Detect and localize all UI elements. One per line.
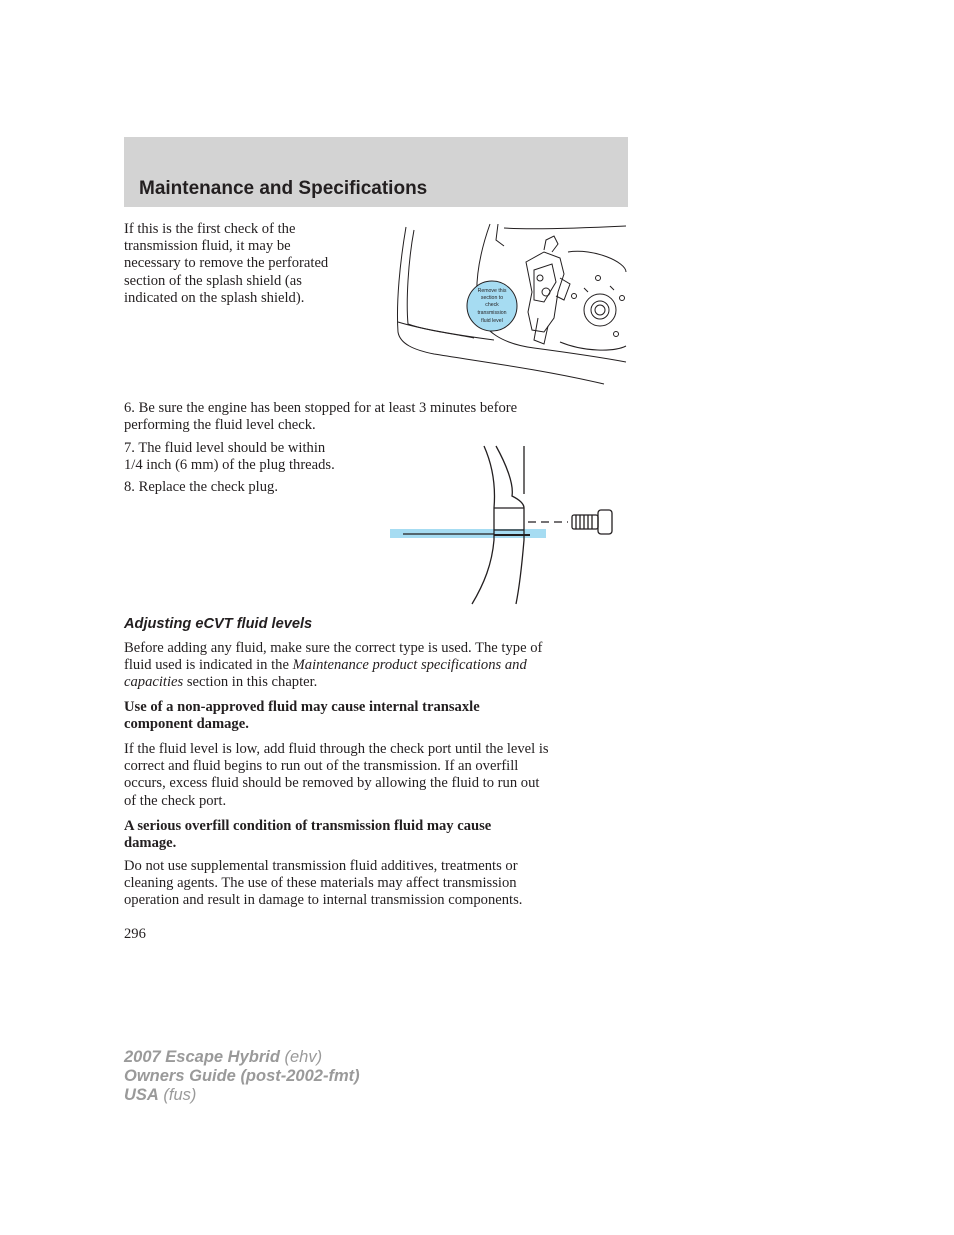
callout-text-line: section to bbox=[480, 295, 504, 301]
callout-text-line: check bbox=[485, 302, 499, 308]
splash-shield-illustration bbox=[394, 222, 628, 386]
step-6: 6. Be sure the engine has been stopped for at least 3 minutes before performing the fluid level check. bbox=[124, 400, 518, 434]
ecvt-paragraph-3: Do not use supplemental transmission fluid additives, treatments or cleaning agents. The use of these materials may affect transmission operation and result in damage to internal transmission components. bbox=[124, 858, 523, 909]
intro-paragraph: If this is the first check of the transmission fluid, it may be necessary to remove the perforated section of the splash shield (as indicated on the splash shield). bbox=[124, 221, 329, 306]
ecvt-paragraph-2: If the fluid level is low, add fluid through the check port until the level is correct and fluid begins to run out of the transmission. If an overfill occurs, excess fluid should be removed by allowing the fluid to run out of the check port. bbox=[124, 741, 549, 809]
section-title: Maintenance and Specifications bbox=[139, 178, 428, 199]
callout-text-line: fluid level bbox=[481, 318, 503, 324]
warning-overfill: A serious overfill condition of transmission fluid may cause damage. bbox=[124, 818, 492, 852]
page-number: 296 bbox=[124, 926, 146, 942]
step-7: 7. The fluid level should be within 1/4 inch (6 mm) of the plug threads. bbox=[124, 440, 335, 474]
document-footer: 2007 Escape Hybrid (ehv) Owners Guide (post-2002-fmt) USA (fus) bbox=[124, 1048, 360, 1104]
callout-text-line: transmission bbox=[477, 310, 507, 316]
callout-text-line: Remove this bbox=[477, 288, 507, 294]
italic-reference: Maintenance product specifications and bbox=[292, 657, 527, 674]
ecvt-paragraph-1: Before adding any fluid, make sure the correct type is used. The type of fluid used is indicated in the Maintenance product specifications and capacities section in this chapter. bbox=[124, 640, 543, 691]
warning-non-approved-fluid: Use of a non-approved fluid may cause internal transaxle component damage. bbox=[124, 699, 480, 733]
ecvt-heading: Adjusting eCVT fluid levels bbox=[124, 616, 313, 632]
italic-reference: capacities bbox=[124, 674, 184, 691]
step-8: 8. Replace the check plug. bbox=[124, 479, 278, 495]
check-plug-illustration bbox=[388, 444, 620, 606]
